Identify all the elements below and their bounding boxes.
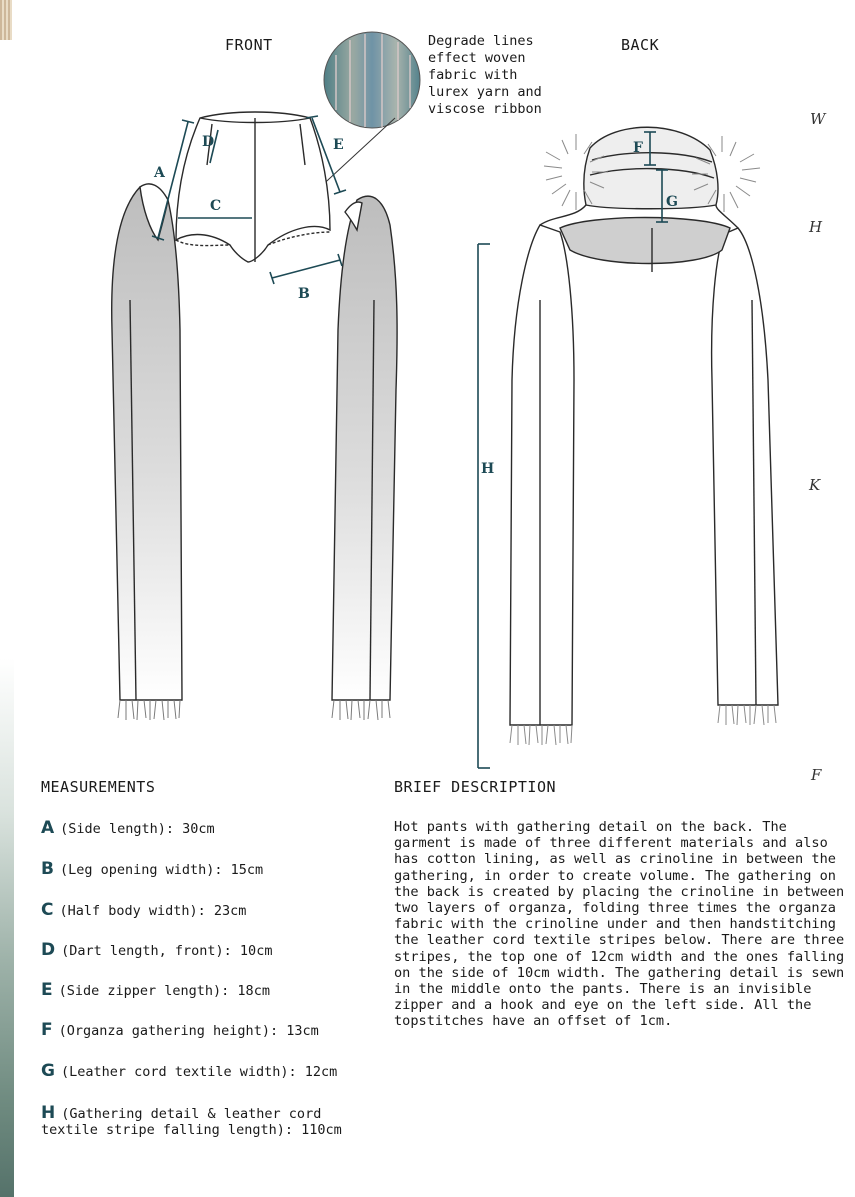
measurement-key: B <box>41 859 54 879</box>
measurement-key: E <box>41 980 53 1000</box>
measurement-key: H <box>41 1103 56 1123</box>
measurement-item <box>41 942 401 959</box>
measurement-text: (Dart length, front): 10cm <box>61 943 273 959</box>
measurement-text: (Gathering detail & leather cord textile stripe falling length): 110cm <box>41 1106 342 1138</box>
measurement-key: F <box>41 1020 53 1040</box>
dim-label-d: D <box>202 134 215 150</box>
front-view-label: FRONT <box>225 36 273 54</box>
dim-label-a: A <box>154 165 165 181</box>
dim-label-b: B <box>298 286 310 302</box>
fabric-note: Degrade lines effect woven fabric with lurex yarn and viscose ribbon <box>428 33 542 117</box>
size-mark-f: F <box>811 766 822 784</box>
description-body: Hot pants with gathering detail on the back. The garment is made of three different materials and also has cotton lining, as well as crinoline in between the gathering, in order to create volume. The gathering on the back is created by placing the crinoline in between two layers of organza, folding three times the organza fabric with the crinoline under and then handstitching the leather cord textile stripes below. There are three stripes, the top one of 12cm width and the ones falling on the side of 10cm width. The gathering detail is sewn in the middle onto the pants. There is an invisible zipper and a hook and eye on the left side. All the topstitches have an offset of 1cm. <box>394 819 845 1030</box>
measurement-text: (Leather cord textile width): 12cm <box>60 1064 338 1080</box>
measurement-key: D <box>41 940 56 960</box>
measurement-item <box>41 1022 401 1039</box>
dim-label-f: F <box>633 140 643 156</box>
size-mark-w: W <box>810 110 826 128</box>
back-view-label: BACK <box>621 36 660 54</box>
measurement-text: (Side length): 30cm <box>60 821 215 837</box>
dim-label-e: E <box>333 137 344 153</box>
size-mark-h: H <box>809 218 823 236</box>
measurement-key: G <box>41 1061 55 1081</box>
measurement-item <box>41 1063 401 1080</box>
measurement-text: (Half body width): 23cm <box>59 903 247 919</box>
measurement-item <box>41 820 401 837</box>
measurement-item <box>41 902 401 919</box>
measurement-item <box>41 982 401 999</box>
measurement-text: (Organza gathering height): 13cm <box>58 1023 319 1039</box>
measurement-item <box>41 861 401 878</box>
dim-label-c: C <box>210 198 222 214</box>
front-view <box>112 112 397 720</box>
measurement-item <box>41 1105 401 1138</box>
dim-label-h: H <box>481 461 495 477</box>
dim-label-g: G <box>666 194 678 210</box>
measurement-key: A <box>41 818 55 838</box>
measurement-key: C <box>41 900 54 920</box>
measurements-title: MEASUREMENTS <box>41 778 156 796</box>
measurement-text: (Side zipper length): 18cm <box>58 983 270 999</box>
measurement-text: (Leg opening width): 15cm <box>59 862 264 878</box>
back-view <box>510 127 778 745</box>
size-mark-k: K <box>809 476 821 494</box>
description-title: BRIEF DESCRIPTION <box>394 778 557 796</box>
